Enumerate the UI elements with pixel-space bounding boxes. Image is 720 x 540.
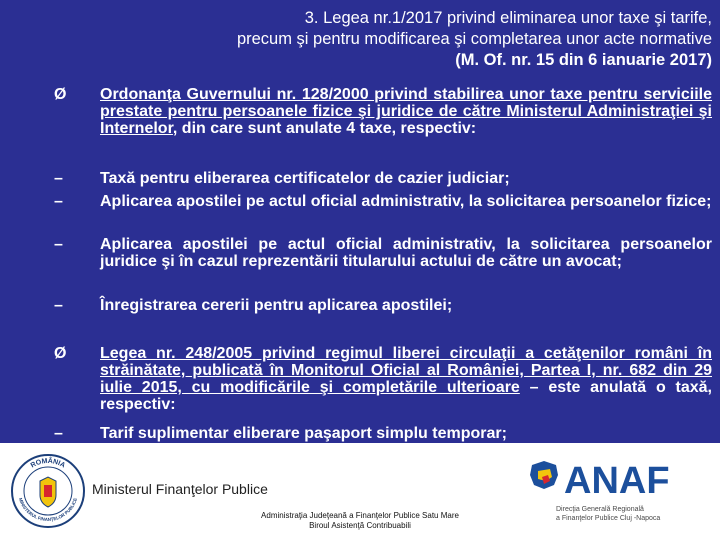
- footer: [0, 443, 720, 540]
- list-item-text: Înregistrarea cererii pentru aplicarea apostilei;: [100, 297, 453, 314]
- list-item-text: Ordonanţa Guvernului nr. 128/2000 privind stabilirea unor taxe pentru serviciile prestate pentru persoanele fizice şi juridice de către Ministerul Administraţiei şi Internelor, din care sunt anulate 4 taxe, respectiv:: [100, 86, 712, 137]
- ministry-seal-icon: [10, 453, 86, 529]
- arrow-bullet-icon: Ø: [54, 86, 67, 103]
- anaf-logo-text: ANAF: [564, 460, 670, 502]
- dash-bullet-icon: –: [54, 193, 63, 210]
- dash-bullet-icon: –: [54, 425, 63, 442]
- list-item-text: Taxă pentru eliberarea certificatelor de cazier judiciar;: [100, 170, 510, 187]
- title-line-2: precum şi pentru modificarea şi completarea unor acte normative: [236, 30, 712, 48]
- anaf-logo: [528, 457, 678, 503]
- law-reference-link[interactable]: Legea nr. 248/2005 privind regimul liberei circulaţii a cetăţenilor români în străinătate, publicată în Monitorul Oficial al României, Partea I, nr. 682 din 29 iulie 2015, cu modificările şi completările ulterioare: [100, 345, 712, 396]
- list-item-text: Aplicarea apostilei pe actul oficial administrativ, la solicitarea persoanelor juridice şi în cazul reprezentării titularului actului de către un avocat;: [100, 236, 712, 270]
- office-name: Administraţia Judeţeană a Finanţelor Publice Satu Mare Biroul Asistenţă Contribuabili: [261, 511, 459, 530]
- ministry-name: Ministerul Finanţelor Publice: [92, 481, 268, 497]
- list-item-text: Legea nr. 248/2005 privind regimul liberei circulaţii a cetăţenilor români în străinătate, publicată în Monitorul Oficial al României, Partea I, nr. 682 din 29 iulie 2015, cu modificările şi completările ulterioare – este anulată o taxă, respectiv:: [100, 345, 712, 413]
- list-item-text: Aplicarea apostilei pe actul oficial administrativ, la solicitarea persoanelor fizice;: [100, 193, 712, 210]
- arrow-bullet-icon: Ø: [54, 345, 67, 362]
- seal-top-text: ROMÂNIA: [29, 457, 67, 470]
- slide-title: [92, 8, 712, 71]
- dash-bullet-icon: –: [54, 236, 63, 253]
- list-item-text: Tarif suplimentar eliberare paşaport simplu temporar;: [100, 425, 507, 442]
- dash-bullet-icon: –: [54, 297, 63, 314]
- anaf-subtitle: Direcţia Generală Regională a Finanţelor Publice Cluj -Napoca: [556, 506, 661, 522]
- law-reference-link[interactable]: Ordonanţa Guvernului nr. 128/2000 privind stabilirea unor taxe pentru serviciile prestate pentru persoanele fizice şi juridice de către Ministerul Administraţiei şi Internelor: [100, 86, 712, 137]
- title-line-3: (M. Of. nr. 15 din 6 ianuarie 2017): [455, 51, 712, 69]
- dash-bullet-icon: –: [54, 170, 63, 187]
- title-line-1: 3. Legea nr.1/2017 privind eliminarea unor taxe şi tarife,: [304, 9, 712, 27]
- seal-bottom-text: MINISTERUL FINANŢELOR PUBLICE: [17, 497, 79, 523]
